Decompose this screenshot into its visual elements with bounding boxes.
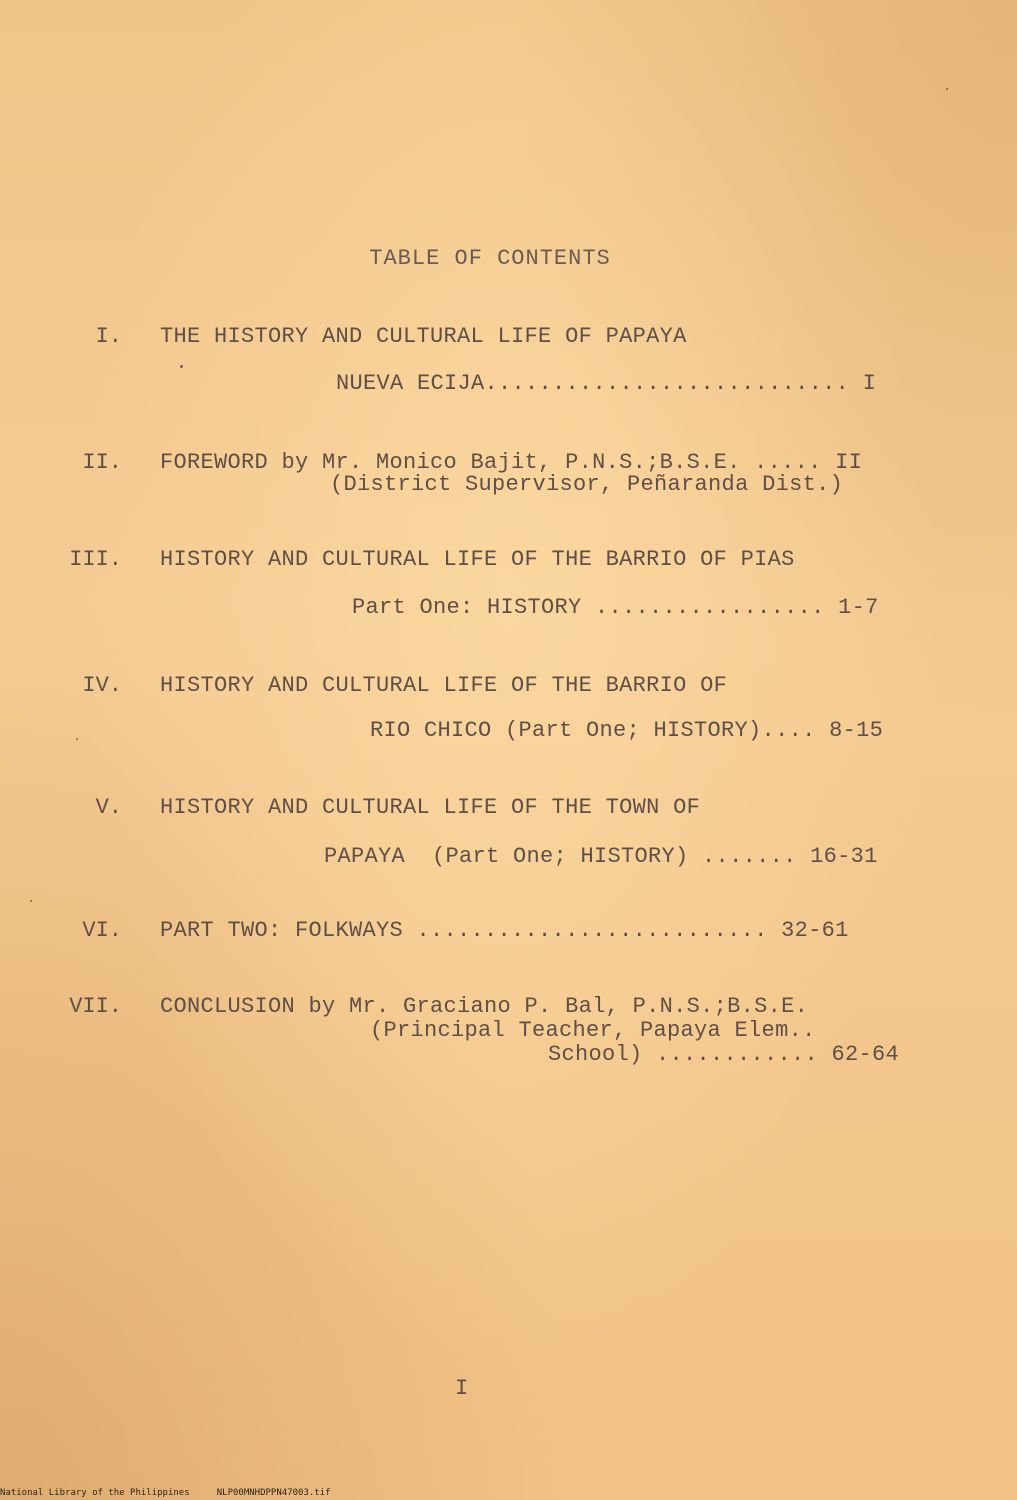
entry-2-line-2: (District Supervisor, Peñaranda Dist.) [330, 472, 844, 497]
entry-7-line-1: CONCLUSION by Mr. Graciano P. Bal, P.N.S.;B.S.E. [160, 994, 809, 1019]
page-title: TABLE OF CONTENTS [369, 246, 611, 271]
entry-numeral-6: VI. [82, 918, 122, 943]
footer-library: National Library of the Philippines [0, 1488, 190, 1498]
ink-speck [946, 88, 948, 90]
entry-2-line-1: FOREWORD by Mr. Monico Bajit, P.N.S.;B.S.E. ..... II [160, 450, 863, 475]
entry-1-line-2: NUEVA ECIJA........................... I [336, 371, 877, 396]
ink-speck [76, 738, 78, 740]
entry-numeral-1: I. [95, 324, 122, 349]
entry-numeral-2: II. [82, 450, 122, 475]
entry-3-line-1: HISTORY AND CULTURAL LIFE OF THE BARRIO OF PIAS [160, 547, 795, 572]
entry-4-line-1: HISTORY AND CULTURAL LIFE OF THE BARRIO OF [160, 673, 728, 698]
ink-speck [180, 365, 183, 368]
page-number: I [455, 1376, 469, 1401]
entry-numeral-3: III. [69, 547, 122, 572]
entry-numeral-5: V. [95, 795, 122, 820]
scan-footer [0, 1488, 331, 1498]
entry-6-line-1: PART TWO: FOLKWAYS .......................... 32-61 [160, 918, 849, 943]
entry-numeral-7: VII. [69, 994, 122, 1019]
ink-speck [30, 900, 32, 902]
entry-4-line-2: RIO CHICO (Part One; HISTORY).... 8-15 [370, 718, 884, 743]
entry-3-line-2: Part One: HISTORY ................. 1-7 [352, 595, 879, 620]
footer-filename: NLP00MNHDPPN47003.tif [216, 1488, 331, 1498]
entry-7-line-2: (Principal Teacher, Papaya Elem.. [370, 1018, 816, 1043]
entry-1-line-1: THE HISTORY AND CULTURAL LIFE OF PAPAYA [160, 324, 687, 349]
entry-5-line-2: PAPAYA (Part One; HISTORY) ....... 16-31 [324, 844, 878, 869]
entry-numeral-4: IV. [82, 673, 122, 698]
entry-7-line-3: School) ............ 62-64 [548, 1042, 900, 1067]
entry-5-line-1: HISTORY AND CULTURAL LIFE OF THE TOWN OF [160, 795, 701, 820]
